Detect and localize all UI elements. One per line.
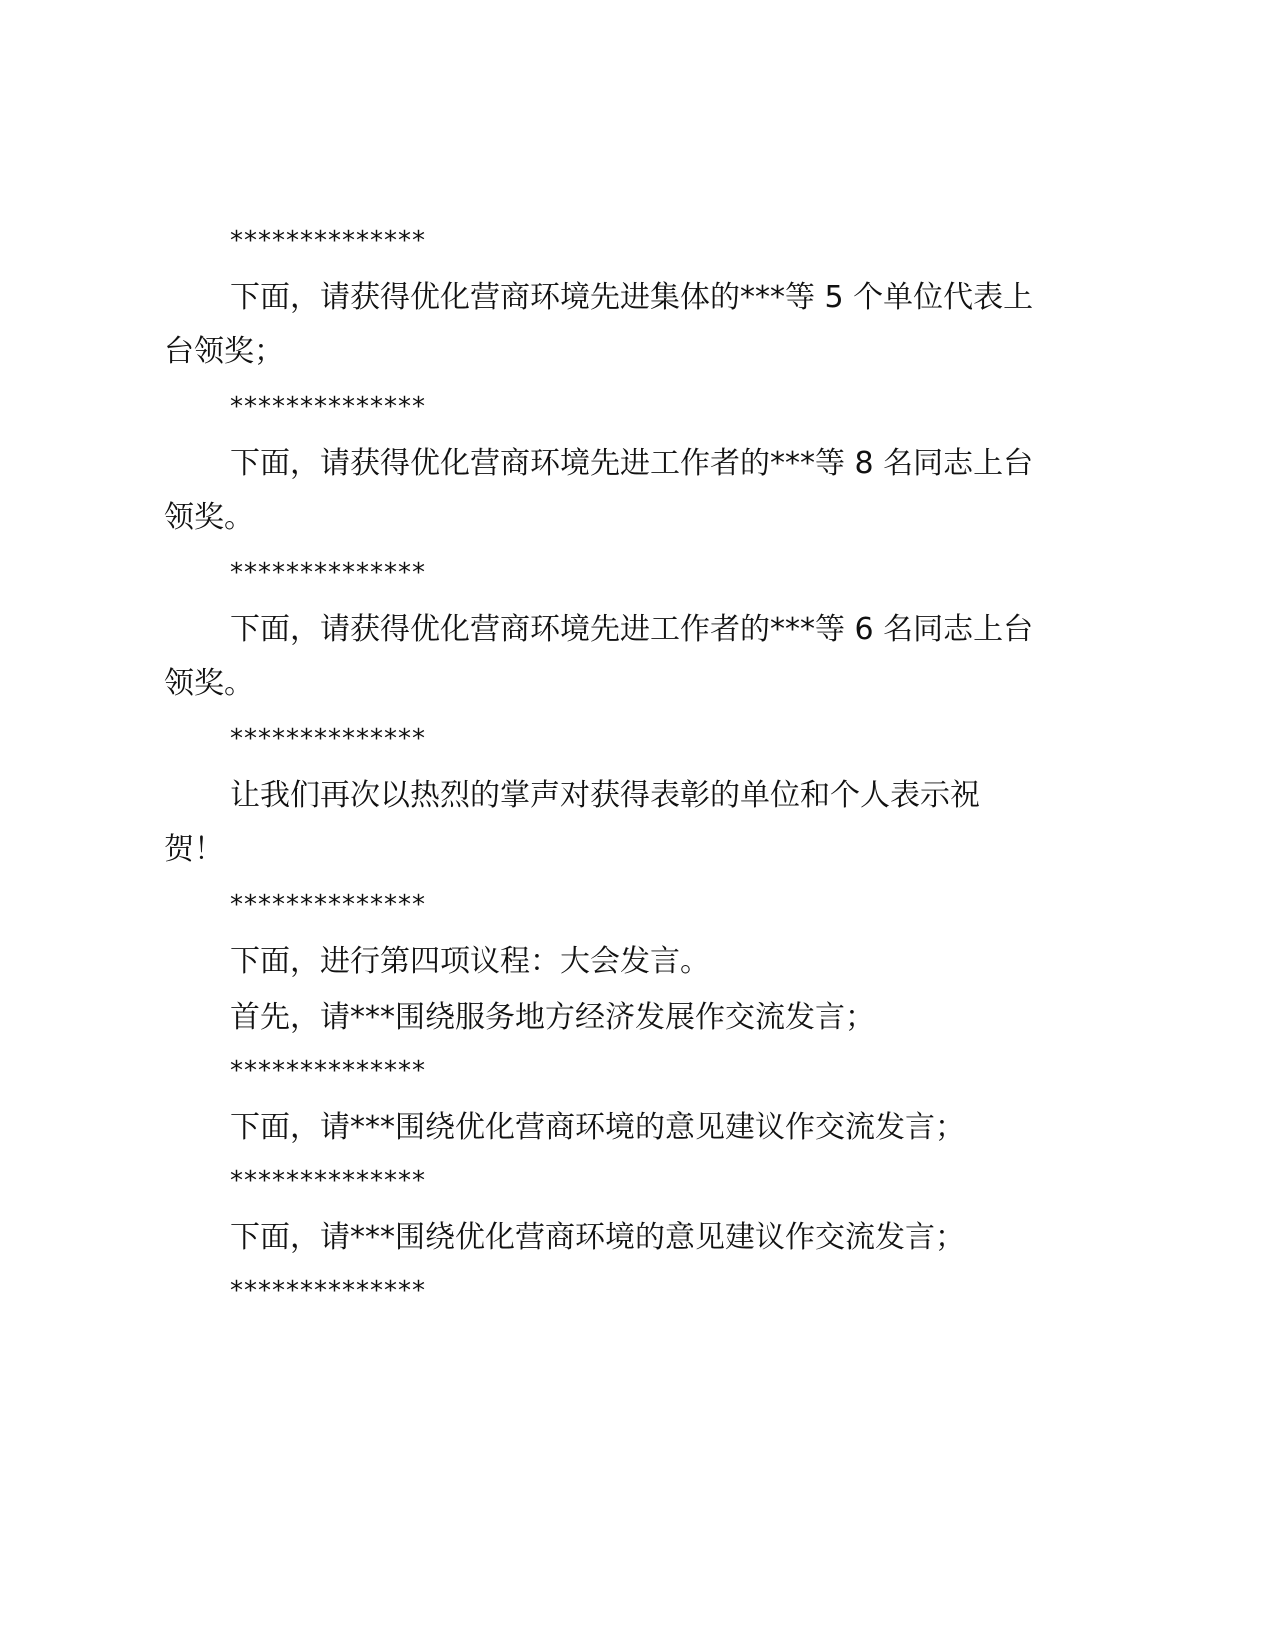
paragraph-line: 贺！	[164, 832, 224, 867]
paragraph-line: 领奖。	[164, 500, 254, 535]
paragraph-line: 首先，请***围绕服务地方经济发展作交流发言；	[230, 1000, 875, 1035]
separator-line: **************	[230, 226, 426, 256]
paragraph-line: 下面，进行第四项议程：大会发言。	[230, 944, 710, 979]
separator-line: **************	[230, 724, 426, 754]
separator-line: **************	[230, 1276, 426, 1306]
paragraph-line: 台领奖；	[164, 334, 284, 369]
paragraph-line: 下面，请***围绕优化营商环境的意见建议作交流发言；	[230, 1110, 965, 1145]
paragraph-line: 让我们再次以热烈的掌声对获得表彰的单位和个人表示祝	[230, 778, 980, 813]
paragraph-line: 下面，请获得优化营商环境先进工作者的***等 8 名同志上台	[230, 446, 1034, 481]
paragraph-line: 下面，请***围绕优化营商环境的意见建议作交流发言；	[230, 1220, 965, 1255]
separator-line: **************	[230, 890, 426, 920]
separator-line: **************	[230, 1056, 426, 1086]
paragraph-line: 下面，请获得优化营商环境先进集体的***等 5 个单位代表上	[230, 280, 1034, 315]
paragraph-line: 下面，请获得优化营商环境先进工作者的***等 6 名同志上台	[230, 612, 1034, 647]
separator-line: **************	[230, 392, 426, 422]
separator-line: **************	[230, 558, 426, 588]
paragraph-line: 领奖。	[164, 666, 254, 701]
separator-line: **************	[230, 1166, 426, 1196]
